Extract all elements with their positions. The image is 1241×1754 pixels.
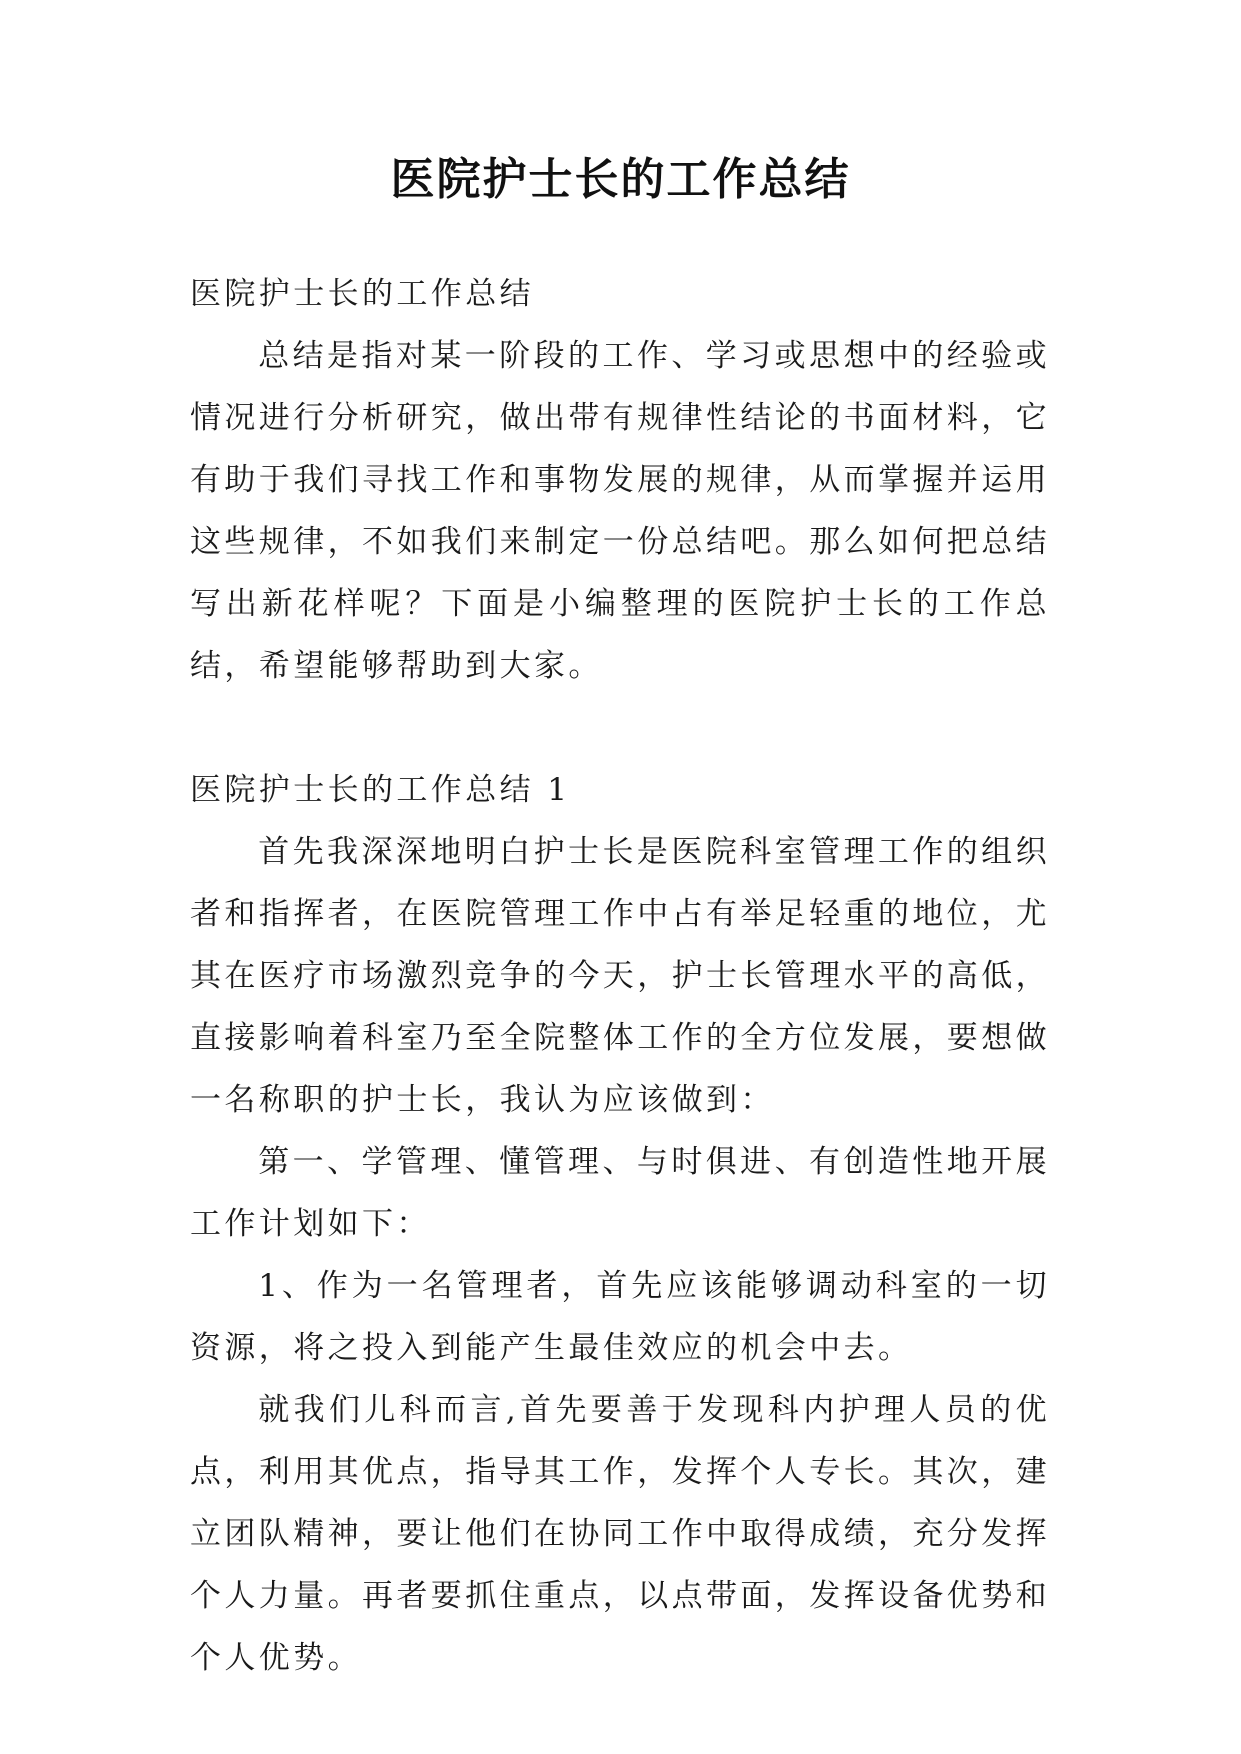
paragraph-1: 首先我深深地明白护士长是医院科室管理工作的组织者和指挥者，在医院管理工作中占有举足轻重的地位，尤其在医疗市场激烈竞争的今天，护士长管理水平的高低，直接影响着科室乃至全院整体工作的全方位发展，要想做一名称职的护士长，我认为应该做到： bbox=[190, 834, 1050, 1118]
paragraph-4: 就我们儿科而言,首先要善于发现科内护理人员的优点，利用其优点，指导其工作，发挥个人专长。其次，建立团队精神，要让他们在协同工作中取得成绩，充分发挥个人力量。再者要抓住重点，以点带面，发挥设备优势和个人优势。 bbox=[190, 1392, 1050, 1676]
document-title: 医院护士长的工作总结 bbox=[390, 154, 851, 205]
section-1-heading: 医院护士长的工作总结 1 bbox=[190, 772, 571, 808]
paragraph-gap bbox=[190, 697, 1050, 759]
paragraph-3: 1、作为一名管理者，首先应该能够调动科室的一切资源，将之投入到能产生最佳效应的机会中去。 bbox=[190, 1268, 1050, 1366]
paragraph-2: 第一、学管理、懂管理、与时俱进、有创造性地开展工作计划如下： bbox=[190, 1144, 1050, 1242]
section-heading: 医院护士长的工作总结 bbox=[190, 276, 534, 312]
intro-paragraph: 总结是指对某一阶段的工作、学习或思想中的经验或情况进行分析研究，做出带有规律性结论的书面材料，它有助于我们寻找工作和事物发展的规律，从而掌握并运用这些规律，不如我们来制定一份总结吧。那么如何把总结写出新花样呢？下面是小编整理的医院护士长的工作总结，希望能够帮助到大家。 bbox=[190, 338, 1050, 684]
document-body bbox=[190, 263, 1050, 1689]
